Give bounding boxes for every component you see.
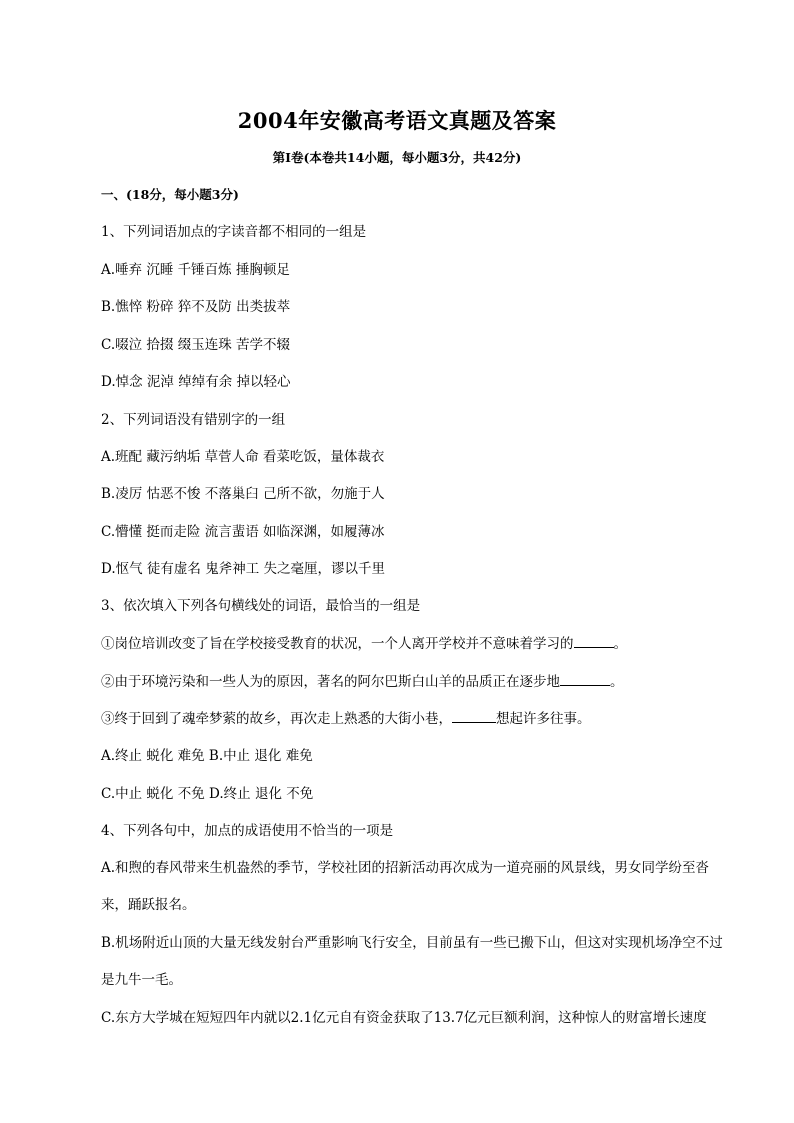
question-2-stem: 2、下列词语没有错别字的一组 [101, 412, 286, 428]
sentence-1-end: 。 [613, 636, 627, 652]
sentence-1-text: ①岗位培训改变了旨在学校接受教育的状况，一个人离开学校并不意味着学习的 [101, 636, 574, 652]
question-4-option-c: C.东方大学城在短短四年内就以2.1亿元自有资金获取了13.7亿元巨额利润，这种惊人的财富增长速度 [101, 1010, 707, 1026]
question-1-option-d: D.悼念 泥淖 绰绰有余 掉以轻心 [101, 374, 291, 390]
question-2-option-b: B.凌厉 怙恶不悛 不落巢臼 己所不欲，勿施于人 [101, 486, 385, 502]
document-title: 2004年安徽高考语文真题及答案 [237, 108, 557, 133]
question-2-option-c: C.懵懂 挺而走险 流言蜚语 如临深渊，如履薄冰 [101, 524, 385, 540]
question-3-sentence-1 [101, 635, 627, 653]
question-1-option-b: B.憔悴 粉碎 猝不及防 出类拔萃 [101, 299, 291, 315]
sentence-3-end: 想起许多往事。 [496, 711, 591, 727]
question-3-options-ab: A.终止 蜕化 难免 B.中止 退化 难免 [101, 748, 313, 764]
question-3-sentence-3 [101, 710, 591, 728]
question-2-option-d: D.怄气 徒有虚名 鬼斧神工 失之毫厘，谬以千里 [101, 561, 386, 577]
fill-blank-2 [560, 673, 610, 686]
question-1-option-a: A.唾弃 沉睡 千锤百炼 捶胸顿足 [101, 262, 290, 278]
sentence-2-text: ②由于环境污染和一些人为的原因，著名的阿尔巴斯白山羊的品质正在逐步地 [101, 674, 560, 690]
question-1-stem: 1、下列词语加点的字读音都不相同的一组是 [101, 224, 367, 240]
sentence-3-text: ③终于回到了魂牵梦萦的故乡，再次走上熟悉的大街小巷， [101, 711, 452, 727]
question-2-option-a: A.班配 藏污纳垢 草菅人命 看菜吃饭，量体裁衣 [101, 449, 385, 465]
question-4-option-b: B.机场附近山顶的大量无线发射台严重影响飞行安全，目前虽有一些已搬下山，但这对实现机场净空不过是九牛一毛。 [101, 935, 723, 988]
question-4-stem: 4、下列各句中，加点的成语使用不恰当的一项是 [101, 823, 394, 839]
question-1-option-c: C.啜泣 拾掇 缀玉连珠 苦学不辍 [101, 337, 291, 353]
fill-blank-3 [452, 710, 496, 723]
sentence-2-end: 。 [610, 674, 624, 690]
question-4-option-a: A.和煦的春风带来生机盎然的季节，学校社团的招新活动再次成为一道亮丽的风景线，男女同学纷至沓来，踊跃报名。 [101, 860, 710, 913]
question-3-stem: 3、依次填入下列各句横线处的词语，最恰当的一组是 [101, 598, 421, 614]
document-subtitle: 第Ⅰ卷(本卷共14小题，每小题3分，共42分) [272, 150, 522, 165]
section-heading: 一、(18分，每小题3分) [101, 187, 239, 202]
question-3-sentence-2 [101, 673, 624, 691]
question-3-options-cd: C.中止 蜕化 不免 D.终止 退化 不免 [101, 786, 314, 802]
fill-blank-1 [574, 635, 614, 648]
